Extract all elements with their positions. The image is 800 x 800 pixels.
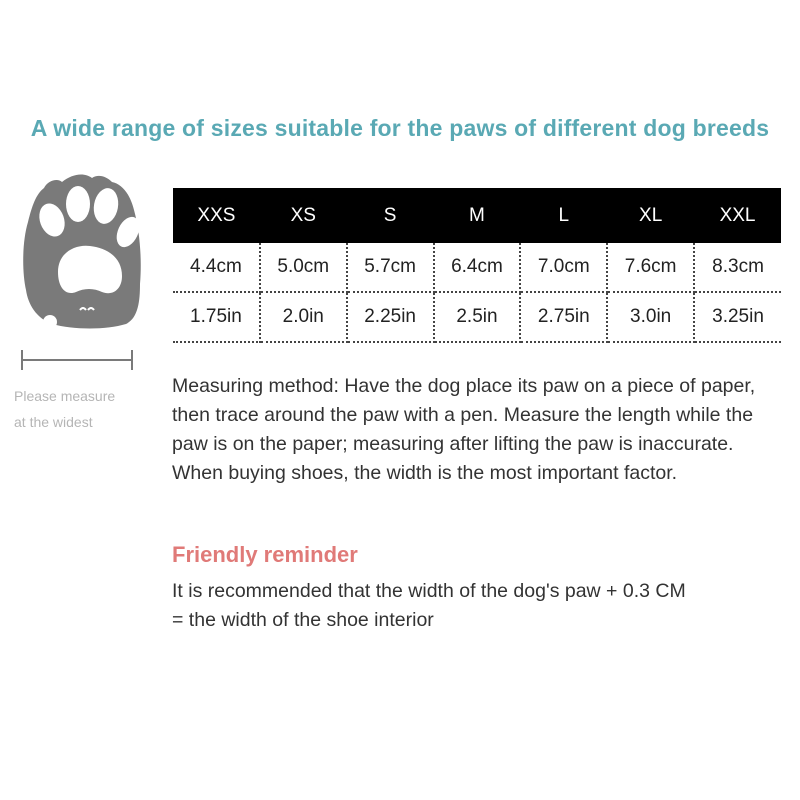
size-header-cell: XS — [260, 188, 347, 243]
measure-hint-line1: Please measure — [14, 388, 116, 404]
measure-width-icon — [14, 348, 144, 372]
size-table — [173, 188, 781, 343]
reminder-line2: = the width of the shoe interior — [172, 609, 434, 631]
cm-cell: 4.4cm — [173, 243, 260, 292]
paw-illustration — [14, 172, 144, 392]
inch-cell: 2.0in — [260, 292, 347, 342]
table-row-cm — [173, 243, 781, 292]
inch-cell: 2.75in — [520, 292, 607, 342]
cm-cell: 6.4cm — [434, 243, 521, 292]
reminder-text — [172, 577, 782, 635]
cm-cell: 7.6cm — [607, 243, 694, 292]
measuring-method-text: Measuring method: Have the dog place its paw on a piece of paper, then trace around the paw with a pen. Measure the length while the paw is on the paper; measuring after lifting the paw is inaccurate. When buying shoes, the width is the most important factor. — [172, 375, 756, 484]
size-header-cell: XL — [607, 188, 694, 243]
size-header-cell: M — [434, 188, 521, 243]
inch-cell: 3.0in — [607, 292, 694, 342]
inch-cell: 2.25in — [347, 292, 434, 342]
table-row-inches — [173, 292, 781, 342]
cm-cell: 5.0cm — [260, 243, 347, 292]
size-header-cell: XXS — [173, 188, 260, 243]
reminder-line1: It is recommended that the width of the dog's paw + 0.3 CM — [172, 580, 686, 602]
size-header-cell: L — [520, 188, 607, 243]
measure-hint — [14, 383, 154, 435]
measure-hint-line2: at the widest — [14, 414, 93, 430]
cm-cell: 8.3cm — [694, 243, 781, 292]
cm-cell: 5.7cm — [347, 243, 434, 292]
cm-cell: 7.0cm — [520, 243, 607, 292]
inch-cell: 2.5in — [434, 292, 521, 342]
size-header-row — [173, 188, 781, 243]
size-header-cell: S — [347, 188, 434, 243]
inch-cell: 3.25in — [694, 292, 781, 342]
inch-cell: 1.75in — [173, 292, 260, 342]
page-title: A wide range of sizes suitable for the paws of different dog breeds — [30, 115, 770, 141]
reminder-title: Friendly reminder — [172, 542, 358, 567]
size-header-cell: XXL — [694, 188, 781, 243]
